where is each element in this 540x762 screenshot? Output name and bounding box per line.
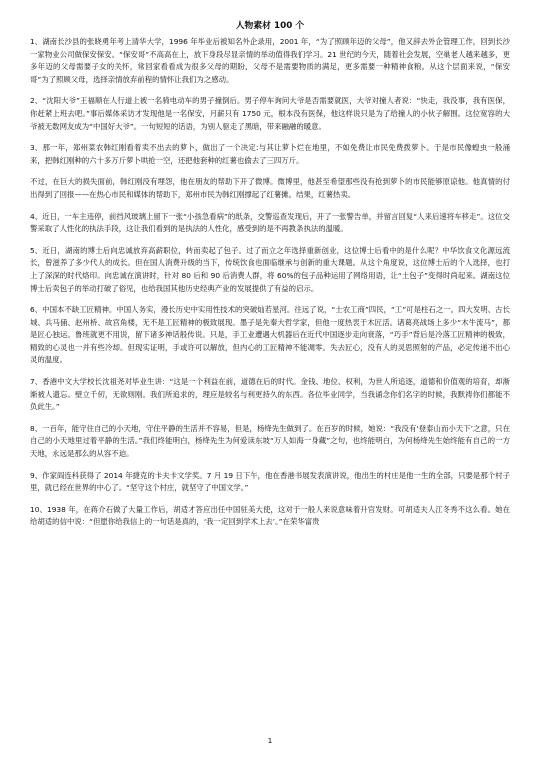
paragraph-9: 9、作家阎连科获得了 2014 年捷克的卡夫卡文学奖。7 月 19 日下午，他在香港书展发表演讲说，他出生的村庄是他一生的全部，只要是那个村子里，就已经在世界的中心了。“坚守这个村庄，就坚守了中国文学。” [30, 470, 510, 493]
paragraph-6: 6、中国本不缺工匠精神。中国人务实，漫长历史中实用性技术的突破灿若星河。往远了说，“士农工商”四民，“工”可是柱石之一。四大发明、古长城、兵马俑、赵州桥、故宫角楼，无不是工匠精神的极致展现。墨子是先秦大哲学家，但他一度热衷于木匠活。诸葛亮战场上多少“木牛流马”，都是匠心独运。鲁班就更不用说，留下诸多神话般传说。只是，手工业遭遇大机器后在近代中国逐步走向衰落，“巧手”背后是冷落工匠精神的极致，精致的心灵也一并有些冷却。但现实证明，手或许可以解放，但内心的工匠精神不能凋零。失去匠心，没有人的灵思照射的产品，必定传递不出心灵的温度。 [30, 305, 510, 365]
paragraph-5: 5、近日，湖南的博士后向忠诚放弃高薪职位，转而卖起了包子。过了而立之年选择重新创业，这位博士后看中的是什么呢？中华饮食文化源远流长，曾滋养了多少代人的成长。但在国人消费升级的当下，传统饮食也面临继承与创新的重大课题。从这个角度说，这位博士后的个人选择，也打上了深深的时代烙印。向忠诚在演讲时，针对 80 后和 90 后消费人群，将 60%的包子品种运用了网络用语，让“土包子”变得时尚起来。湖南这位博士后卖包子的举动打破了俗见，也给我国其他历史经典产业的发展提供了有益的启示。 [30, 245, 510, 293]
paragraph-3: 3、那一年，郑州菜农韩红刚看着卖不出去的萝卜，做出了一个决定:与其让萝卜烂在地里，不如免费让市民免费拨萝卜。于是市民像蝗虫一般涌来，把韩红刚种的六十多万斤萝卜哄抢一空，还把他套种的红薯也偷去了三四万斤。 [30, 143, 510, 165]
document-title: 人物素材 100 个 [235, 21, 305, 31]
page-number: 1 [267, 736, 273, 745]
paragraph-4: 4、近日，一车主违停，前挡风玻璃上留下一张“小孩急看病”的纸条，交警巡查发现后，开了一张警告单，并留言回复“人来后速将车移走”。这位交警采取了人性化的执法手段，这让我们看到的是执法的人性化，感受到的是不再教条执法的温暖。 [30, 211, 510, 234]
paragraph-3-continued: 不过，在巨大的损失面前，韩红刚没有埋怨，他在朋友的帮助下开了微博。微博里，他甚至希望那些没有抢到萝卜的市民能够原谅他。他真情的付出得到了回报——在热心市民和媒体的帮助下，郑州市民为韩红刚撑起了红薯摊。结果，红薯热卖。 [30, 177, 510, 199]
document-page [30, 20, 510, 538]
paragraph-1: 1、湖南长沙县的张晓勇年考上清华大学，1996 年毕业后被知名外企录用，2001 年，“为了照顾年迈的父母”，他又辞去外企管理工作，回到长沙一家物业公司做保安保安。“保安哥”不高高在上，放下身段尽显亲情的举动值得我们学习。21 世纪的今天，随着社会发展，空巢老人越来越多，更多年迈的父母需要子女的关怀，常回家看看成为很多父母的期盼，父母不是需要物质的满足，更多需要一种精神食粮。从这个层面来说，“保安哥”为了照顾父母，选择亲情放弃前程的情怀让我们为之感动。 [30, 37, 510, 84]
paragraph-2: 2、“沈阳大爷”王福顺在人行道上被一名骑电动车的男子撞倒后。男子停车询问大爷是否需要就医，大爷对撞人者说：“快走，我没事，我有医保，你赶紧上班去吧。”事后媒体采访才发现他是一名保安，月薪只有 1750 元，根本没有医保，他这样说只是为了给撞人的小伙子解围。这位宽容的大爷被无数网友成为“中国好大爷”。一句短短的话语，为别人驱走了黑暗，带来融融的暖意。 [30, 96, 510, 131]
paragraph-7: 7、香港中文大学校长沈祖尧对毕业生讲：“这是一个利益在前，道德在后的时代。金钱、地位、权利，为世人所追逐，道德和价值观的培育，却渐渐被人遗忘。壁立千仞，无欲则刚。我们所追求的，理应是较名与利更持久的东西。各位毕业同学，当我诵念你们名字的时候，我默祷你们都能不负此生。” [30, 377, 510, 412]
paragraph-10: 10、1938 年，在蒋介石做了大量工作后，胡适才答应出任中国驻美大使，这对于一般人来说意味着升官发财。可胡适夫人江冬秀不这么看。她在给胡适的信中说：“但愿你给我信上的一句话是真的，‘我一定回到学术上去’。”在荣华富贵 [30, 504, 510, 527]
paragraph-8: 8、一百年，能守住自己的小天地，守住平静的生活并不容易，但是，杨绛先生做到了。在百岁的时候，她说：“我没有‘登泰山而小天下’之意，只在自己的小天地里过着平静的生活。”我们终能明白，杨绛先生为何爱读东坡“万人如海一身藏”之句，也终能明白，为何杨绛先生始终能有自己的一方天地，永远是那么的从容不迫。 [30, 423, 510, 459]
